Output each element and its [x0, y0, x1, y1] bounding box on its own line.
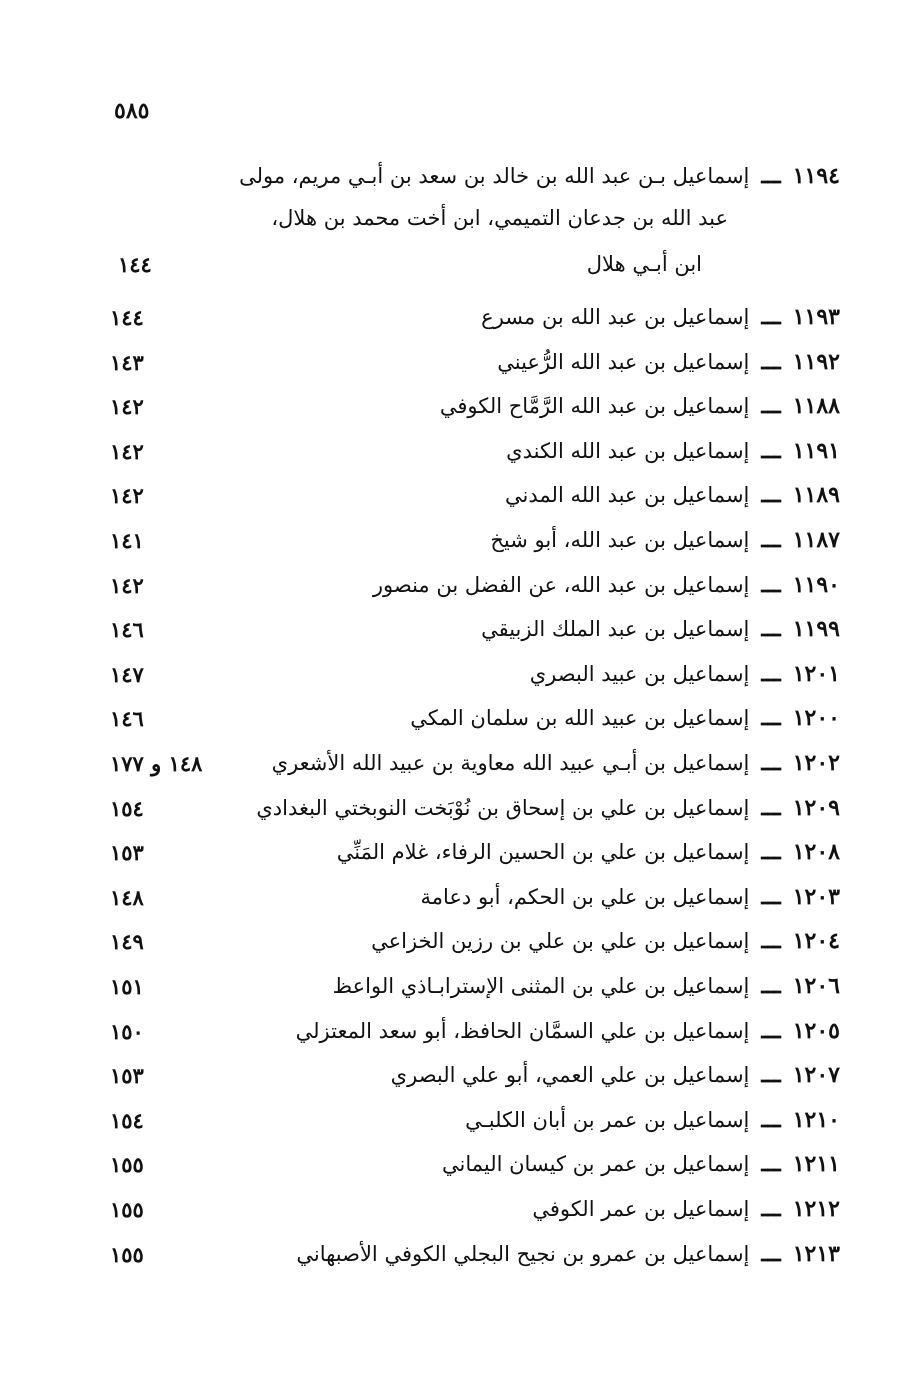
- entry-name: إسماعيل بن عبد الله، أبو شيخ: [490, 528, 750, 552]
- index-entry: [110, 788, 840, 828]
- entry-name: إسماعيل بن عمر الكوفي: [532, 1197, 750, 1221]
- index-entry: [110, 966, 840, 1006]
- index-entry: [110, 1011, 840, 1051]
- entry-dash: ـــ: [761, 1196, 781, 1222]
- entry-number: ١٢٠٢: [792, 750, 840, 776]
- entry-dash: ـــ: [761, 661, 781, 687]
- entry-page-ref: ١٥٠: [110, 1019, 144, 1044]
- entry-page-ref: ١٥٣: [110, 1063, 144, 1088]
- entry-page-ref: ١٤٤: [118, 252, 152, 277]
- entry-name: إسماعيل بن عبيد البصري: [529, 662, 750, 686]
- entry-number: ١٢٠٣: [792, 884, 840, 910]
- index-entry: [110, 1234, 840, 1274]
- entry-dash: ـــ: [761, 527, 781, 553]
- entry-page-ref: ١٥٤: [110, 1108, 144, 1133]
- entry-name: إسماعيل بن علي بن إسحاق بن نُوْبَخت النوبختي البغدادي: [256, 796, 750, 820]
- entry-dash: ـــ: [761, 928, 781, 954]
- entry-dash: ـــ: [761, 1062, 781, 1088]
- index-entry: [110, 1055, 840, 1095]
- entry-page-ref: ١٤٦: [110, 617, 144, 642]
- entry-number: ١١٩٣: [792, 304, 840, 330]
- entry-dash: ـــ: [761, 884, 781, 910]
- index-entry: [110, 342, 840, 382]
- entry-name: إسماعيل بـن عبد الله بن خالد بن سعد بن أبـي مريم، مولى: [239, 164, 750, 188]
- entry-page-ref: ١٥٥: [110, 1197, 144, 1222]
- entry-number: ١١٩٩: [792, 616, 840, 642]
- index-entry: [110, 565, 840, 605]
- entry-number: ١٢٠٧: [792, 1062, 840, 1088]
- entry-page-ref: ١٥٥: [110, 1152, 144, 1177]
- entry-dash: ـــ: [761, 1018, 781, 1044]
- entry-page-ref: ١٤٢: [110, 573, 144, 598]
- entry-dash: ـــ: [761, 438, 781, 464]
- entry-name: إسماعيل بن علي السمَّان الحافظ، أبو سعد المعتزلي: [295, 1019, 750, 1043]
- entry-name: إسماعيل بن عبيد الله بن سلمان المكي: [410, 706, 750, 730]
- entry-page-ref: ١٤٢: [110, 439, 144, 464]
- index-entry: [110, 877, 840, 917]
- index-entry: [110, 431, 840, 471]
- entry-dash: ـــ: [761, 349, 781, 375]
- entry-name: إسماعيل بن علي بن علي بن رزين الخزاعي: [371, 929, 750, 953]
- entry-name: إسماعيل بن عمر بن كيسان اليماني: [442, 1152, 750, 1176]
- entry-name: إسماعيل بن عبد الله المدني: [505, 483, 750, 507]
- index-entry: [110, 832, 840, 872]
- entry-number: ١١٩٠: [792, 572, 840, 598]
- page-number: ٥٨٥: [114, 98, 150, 124]
- entry-name: إسماعيل بن عمر بن أبان الكلبـي: [465, 1108, 750, 1132]
- entry-page-ref: ١٤٨: [110, 885, 144, 910]
- entry-dash: ـــ: [761, 163, 781, 189]
- entry-number: ١٢٠٠: [792, 705, 840, 731]
- entry-name: إسماعيل بن علي بن الحكم، أبو دعامة: [420, 885, 750, 909]
- entry-dash: ـــ: [761, 482, 781, 508]
- entry-dash: ـــ: [761, 705, 781, 731]
- entry-page-ref: ١٤٧: [110, 662, 144, 687]
- entry-name: إسماعيل بن علي بن المثنى الإسترابـاذي الواعظ: [332, 974, 750, 998]
- index-entry: [110, 386, 840, 426]
- index-entry: [110, 520, 840, 560]
- entry-dash: ـــ: [761, 1151, 781, 1177]
- entry-number: ١٢٠٤: [792, 928, 840, 954]
- entry-name: إسماعيل بن علي بن الحسين الرفاء، غلام المَنِّي: [336, 840, 750, 864]
- entry-number: ١٢١٣: [792, 1241, 840, 1267]
- entry-number: ١٢٠٩: [792, 795, 840, 821]
- entry-number: ١١٩٤: [792, 163, 840, 189]
- entry-name: إسماعيل بن عبد الله بن مسرع: [481, 305, 750, 329]
- entry-page-ref: ١٤٢: [110, 483, 144, 508]
- entry-page-ref: ١٤٤: [110, 305, 144, 330]
- entry-page-ref: ١٤٣: [110, 350, 144, 375]
- entry-number: ١٢٠٦: [792, 973, 840, 999]
- entry-page-ref: ١٤٨ و ١٧٧: [110, 751, 203, 776]
- entry-number: ١٢١٢: [792, 1196, 840, 1222]
- index-entry: [110, 609, 840, 649]
- entry-name: إسماعيل بن عبد الملك الزبيقي: [481, 617, 750, 641]
- entry-dash: ـــ: [761, 572, 781, 598]
- entry-continuation-line: عبد الله بن جدعان التميمي، ابن أخت محمد بن هلال،: [271, 206, 728, 230]
- index-entry: [110, 1144, 840, 1184]
- entry-number: ١٢٠١: [792, 661, 840, 687]
- entry-dash: ـــ: [761, 750, 781, 776]
- entry-name: إسماعيل بن عبد الله الرُّعيني: [497, 350, 750, 374]
- entry-dash: ـــ: [761, 304, 781, 330]
- entry-number: ١٢٠٥: [792, 1018, 840, 1044]
- entry-number: ١١٨٧: [792, 527, 840, 553]
- entry-number: ١١٩١: [792, 438, 840, 464]
- entry-number: ١١٨٨: [792, 393, 840, 419]
- index-entry: [110, 743, 840, 783]
- entry-name: إسماعيل بن علي العمي، أبو علي البصري: [390, 1063, 750, 1087]
- index-entry: [110, 921, 840, 961]
- index-entry: [110, 297, 840, 337]
- entry-page-ref: ١٥٥: [110, 1242, 144, 1267]
- entry-dash: ـــ: [761, 839, 781, 865]
- index-entry: [110, 698, 840, 738]
- entry-page-ref: ١٥٣: [110, 840, 144, 865]
- entry-number: ١١٩٢: [792, 349, 840, 375]
- entry-dash: ـــ: [761, 616, 781, 642]
- entry-name: إسماعيل بن عمرو بن نجيح البجلي الكوفي الأصبهاني: [296, 1242, 750, 1266]
- entry-dash: ـــ: [761, 1107, 781, 1133]
- index-entry: [110, 654, 840, 694]
- entry-dash: ـــ: [761, 973, 781, 999]
- index-entry: [110, 1100, 840, 1140]
- entry-name: إسماعيل بن عبد الله، عن الفضل بن منصور: [372, 573, 750, 597]
- entry-number: ١٢٠٨: [792, 839, 840, 865]
- entry-name: إسماعيل بن عبد الله الرَّمَّاح الكوفي: [439, 394, 750, 418]
- entry-dash: ـــ: [761, 795, 781, 821]
- entry-page-ref: ١٥١: [110, 974, 144, 999]
- entry-page-ref: ١٤٩: [110, 929, 144, 954]
- entry-page-ref: ١٤١: [110, 528, 144, 553]
- entry-number: ١١٨٩: [792, 482, 840, 508]
- entry-dash: ـــ: [761, 393, 781, 419]
- entry-name: إسماعيل بن أبـي عبيد الله معاوية بن عبيد الله الأشعري: [271, 751, 750, 775]
- entry-dash: ـــ: [761, 1241, 781, 1267]
- entry-name: إسماعيل بن عبد الله الكندي: [506, 439, 750, 463]
- index-entry: [110, 156, 840, 196]
- entry-number: ١٢١١: [792, 1151, 840, 1177]
- index-entry: [110, 1189, 840, 1229]
- index-entry: [110, 475, 840, 515]
- entry-page-ref: ١٤٦: [110, 706, 144, 731]
- entry-page-ref: ١٥٤: [110, 796, 144, 821]
- entry-page-ref: ١٤٢: [110, 394, 144, 419]
- entry-continuation-line: ابن أبـي هلال: [586, 252, 702, 276]
- entry-number: ١٢١٠: [792, 1107, 840, 1133]
